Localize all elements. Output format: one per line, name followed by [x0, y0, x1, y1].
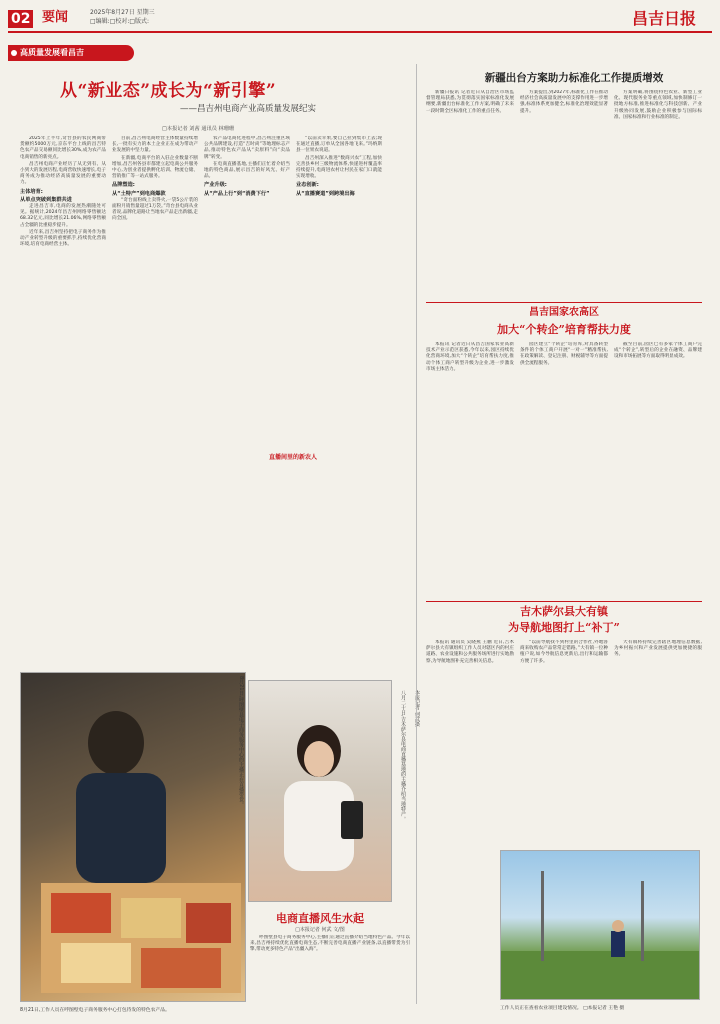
- photo-host-illustration: [249, 681, 392, 902]
- right-story-3-text: [426, 640, 702, 840]
- right-story-1-headline: 新疆出台方案助力标准化工作提质增效: [484, 72, 664, 84]
- grass-field-icon: [501, 951, 700, 1000]
- paragraph: 目前,昌吉州电商经营主体数量持续增长,一批有实力的本土企业正在成为带动产业发展的中坚力量。: [112, 136, 198, 154]
- article-column-2: [112, 136, 198, 666]
- article-column-4: [296, 136, 382, 506]
- paragraph: 方案明确,将围绕特色农业、新型工业化、现代服务业等重点领域,加快制修订一批地方标准,推进标准化与科技创新、产业升级协同发展,鼓励企业积极参与国际标准、国家标准和行业标准的制定。: [614, 90, 702, 120]
- paragraph: 大有镇将持续完善辖区地理信息数据,为乡村振兴和产业发展提供更加便捷的服务。: [614, 640, 702, 658]
- photo-field-illustration: [501, 851, 700, 1000]
- paragraph: 昌吉州深入推进“数商兴农”工程,加快完善县乡村三级物流体系,快递进村覆盖率持续提升,电商进农村让村民在家门口就能实现增收。: [296, 155, 382, 180]
- article-column-3: [204, 136, 290, 466]
- story-divider: [426, 302, 702, 303]
- paragraph: 新疆日报讯 记者近日从自治区市场监督管理局获悉,为贯彻落实国家标准化发展纲要,新疆出台标准化工作方案,明确了未来一段时期全区标准化工作的重点任务。: [426, 90, 514, 114]
- photo1-vertical-caption: 8月21日,呼图壁县电子商务服务中心的主播正在直播带货。: [238, 676, 244, 808]
- main-subheadline: ——昌吉州电商产业高质量发展纪实: [180, 104, 317, 114]
- paragraph: “以前导航找不到村里的合作社,外地客商来收购农产品常常走错路。”大有镇一位种植户说,如今导航信息更新后,出行和运输都方便了许多。: [520, 640, 608, 664]
- column-banner: 高质量发展看昌吉: [8, 45, 134, 61]
- section-subheading: 从“产品上行”到“消费下行”: [204, 190, 270, 197]
- right-story-2-headline: 昌吉国家农高区: [529, 307, 599, 318]
- section-heading: 产业升级:: [204, 182, 227, 189]
- main-headline: 从“新业态”成长为“新引擎”: [60, 81, 277, 101]
- paragraph: 方案提出,到2027年,标准化工作在推动经济社会高质量发展中的支撑作用进一步增强,标准体系更加健全,标准化治理效能显著提升。: [520, 90, 608, 114]
- section-heading: 业态创新:: [296, 182, 319, 189]
- right-story-2-subheadline: 加大“个转企”培育帮扶力度: [497, 323, 631, 336]
- person-icon: [611, 931, 625, 957]
- paragraph: 昌吉州电商产业经历了从无到有、从小到大的发展历程,电商营收快速增长,电子商务成为推动经济高质量发展的重要动力。: [20, 161, 106, 186]
- paragraph: “以前卖苹果,要自己拉到集市上去;现在通过直播,订单从全国各地飞来。”玛纳斯县一位果农说道。: [296, 136, 382, 154]
- banner-dot-icon: [11, 50, 17, 56]
- photo2-vertical-caption: 八月二十日,吉木萨尔县电商直播基地的主播介绍当地特产。: [400, 690, 406, 822]
- right-story-1-text: [426, 90, 702, 300]
- story-divider: [426, 601, 702, 602]
- paragraph: 在新疆,电商平台的入驻企业数量不断增加,昌吉州各县市都建立起电商公共服务中心,为创业者提供孵化培训、物流仓储、营销推广等一站式服务。: [112, 155, 198, 180]
- paragraph: 农产品电商化进程中,昌吉州注重区域公共品牌建设,打造“吉时尚”等地理标志产品,推动特色农产品从“卖原料”向“卖品牌”转变。: [204, 136, 290, 160]
- paragraph: 2025年上半年,奇台县的农民网商带货额约5000万元,京东平台上线的昌吉特色农产品交易额同比增长30%,成为农产品电商销售的新亮点。: [20, 136, 106, 160]
- right-story-3-headline: 吉木萨尔县大有镇: [520, 605, 608, 618]
- newspaper-brand: 昌吉日报: [632, 9, 697, 28]
- photo-live-stream-host: [248, 680, 392, 902]
- worker-head-icon: [88, 711, 144, 775]
- section-subheading: 从单点突破到集群共进: [20, 196, 72, 203]
- paragraph: 呼图壁县电子商务服务中心,主播们正通过直播介绍当地特色产品。今年以来,昌吉州持续优化直播电商生态,不断完善电商直播产业链条,以直播带货为引擎,带动更多特色产品“出疆入海”。: [250, 935, 410, 953]
- column-3-tail: 直播间里的新农人: [268, 454, 317, 461]
- worker-body-icon: [76, 773, 166, 883]
- section-title: 要闻: [42, 10, 69, 25]
- editor-line: □编辑:□校对:□版式:: [90, 18, 150, 25]
- paragraph: 近年来,昌吉州坚持把电子商务作为推动产业转型升级的重要抓手,持续优化营商环境,培育电商经营主体。: [20, 229, 106, 248]
- right-story-3-subheadline: 为导航地图打上“补丁”: [508, 621, 620, 634]
- date-line: 2025年8月27日 星期三: [90, 9, 155, 16]
- photo-packing-worker: [20, 672, 246, 1002]
- live-story-byline: □本报记者 何武 文/图: [295, 927, 345, 933]
- article-column-1: [20, 136, 106, 666]
- photo3-caption: 工作人员正在查看农业项目建设情况。 □本报记者 王艳 摄: [500, 1006, 625, 1011]
- header-divider: [8, 31, 712, 33]
- paragraph: 园区建立“个转企”培育库,对具备转型条件的个体工商户开展“一对一”精准帮扶,在政策解读、登记注册、财税辅导等方面提供全流程服务。: [520, 342, 608, 366]
- paragraph: “奇台面粉线上卖得火,一袋5公斤装的面粉月销售量超过1万袋。”奇台县电商从业者说,品牌化道路让当地农产品走出新疆,走向全国。: [112, 197, 198, 222]
- pole-icon: [541, 871, 544, 961]
- section-subheading: 从“土特产”到电商爆款: [112, 190, 166, 197]
- paragraph: 截至目前,园区已有多家个体工商户完成“个转企”,转型后的企业在融资、品牌建设和市场拓展等方面取得明显成效。: [614, 342, 702, 360]
- photo2-vertical-credit: 本报记者 何武摄: [414, 690, 420, 727]
- paragraph: 走进昌吉市,电商的发展热潮随处可见。据统计,2024年昌吉州网络零售额达68.32亿元,同比增长21.06%,网络零售额占全疆的比重稳步提升。: [20, 204, 106, 228]
- main-byline: □本报记者 刘茜 通讯员 林珊珊: [162, 126, 235, 132]
- live-story-headline: 电商直播风生水起: [276, 912, 364, 925]
- live-story-text: [250, 935, 410, 1003]
- paragraph: 在电商直播基地,主播们正忙着介绍当地的特色商品,展示昌吉的好风光、好产品。: [204, 161, 290, 180]
- column-divider: [416, 64, 417, 1004]
- photo-packing-illustration: [21, 673, 246, 1002]
- section-subheading: 从“直播赛道”到跨境出海: [296, 190, 355, 197]
- photo1-caption: 8月21日,工作人员在呼图壁电子商务服务中心打包待发的特色农产品。: [20, 1008, 170, 1013]
- section-heading: 主体培育:: [20, 188, 43, 195]
- phone-icon: [341, 801, 363, 839]
- right-story-2-text: [426, 342, 702, 600]
- page-number: 02: [8, 10, 33, 28]
- paragraph: 本报讯 通讯员 吴晓燕 王鹏 近日,吉木萨尔县大有镇组织工作人员对辖区内的村庄道路、农业设施和公共服务场所进行实地勘察,为导航地图补充完善相关信息。: [426, 640, 514, 664]
- photo-field-inspection: [500, 850, 700, 1000]
- paragraph: 本报讯 记者近日从昌吉国家农业高新技术产业示范区获悉,今年以来,园区持续优化营商环境,加大“个转企”培育帮扶力度,推动个体工商户转型升级为企业,进一步激发市场主体活力。: [426, 342, 514, 372]
- section-heading: 品牌塑造:: [112, 182, 135, 189]
